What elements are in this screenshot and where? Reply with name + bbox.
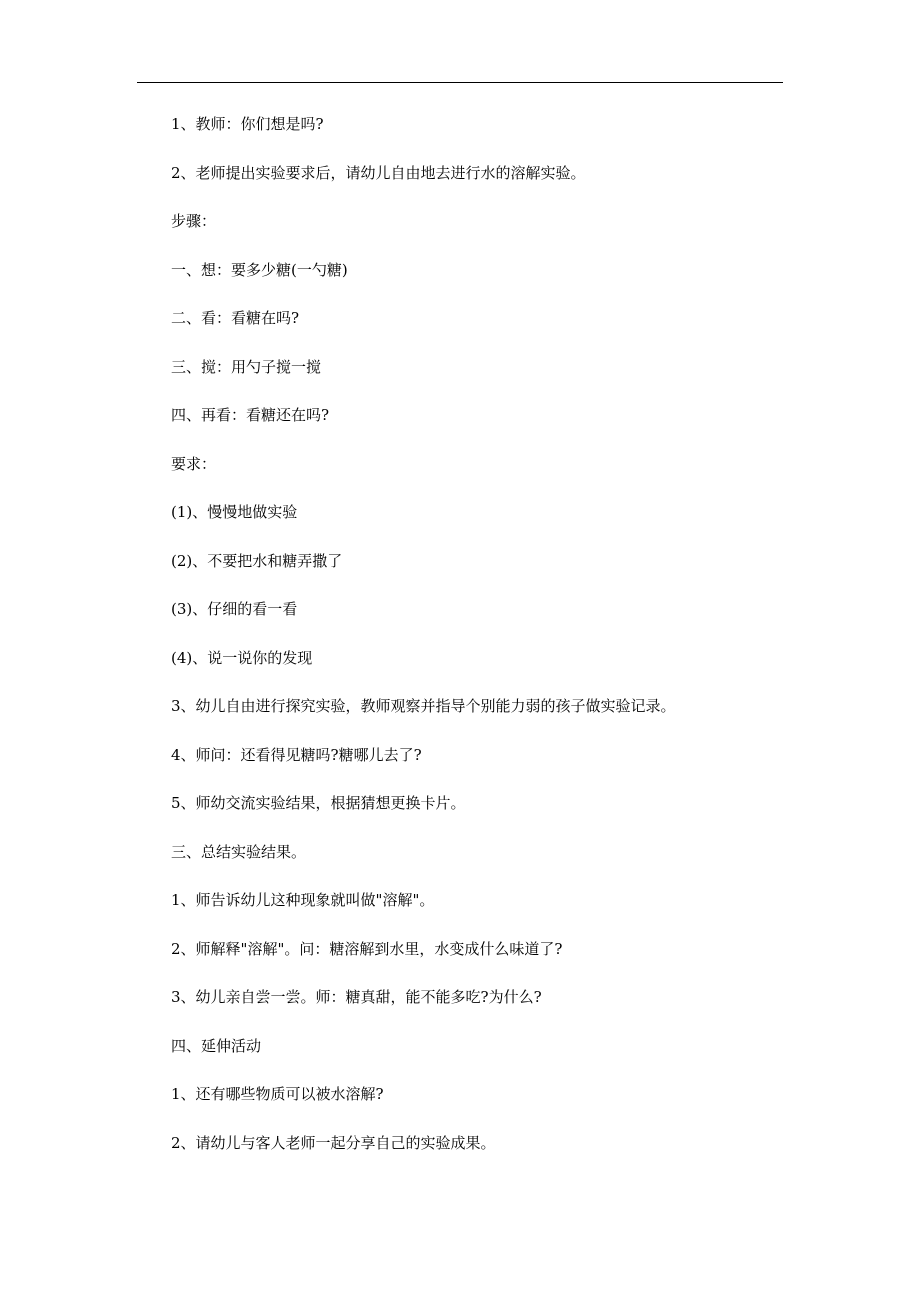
text-line: 3、幼儿自由进行探究实验，教师观察并指导个别能力弱的孩子做实验记录。 [171,697,676,715]
text-line: 2、老师提出实验要求后，请幼儿自由地去进行水的溶解实验。 [171,163,586,182]
section-heading: 三、总结实验结果。 [171,842,307,861]
text-line: 3、幼儿亲自尝一尝。师：糖真甜，能不能多吃?为什么? [171,988,542,1006]
text-line: 四、再看：看糖还在吗? [171,406,330,424]
text-line: 二、看：看糖在吗? [171,309,300,327]
text-line: 2、请幼儿与客人老师一起分享自己的实验成果。 [171,1133,496,1152]
text-line: 三、搅：用勺子搅一搅 [171,357,322,376]
document-body [171,107,791,1174]
header-rule [137,82,783,83]
text-line: 1、师告诉幼儿这种现象就叫做"溶解"。 [171,891,435,909]
text-line: (1)、慢慢地做实验 [171,503,298,521]
text-line: 1、还有哪些物质可以被水溶解? [171,1085,384,1103]
section-heading: 四、延伸活动 [171,1036,262,1055]
text-line: (3)、仔细的看一看 [171,600,298,618]
text-line: (2)、不要把水和糖弄撒了 [171,551,343,570]
text-line: 2、师解释"溶解"。问：糖溶解到水里，水变成什么味道了? [171,939,563,958]
text-line: 5、师幼交流实验结果，根据猜想更换卡片。 [171,794,466,812]
text-line: 1、教师：你们想是吗? [171,115,324,133]
section-heading: 要求： [171,454,217,473]
text-line: 一、想：要多少糖(一勺糖) [171,260,348,279]
section-heading: 步骤： [171,212,217,230]
text-line: 4、师问：还看得见糖吗?糖哪儿去了? [171,745,422,764]
text-line: (4)、说一说你的发现 [171,648,313,667]
